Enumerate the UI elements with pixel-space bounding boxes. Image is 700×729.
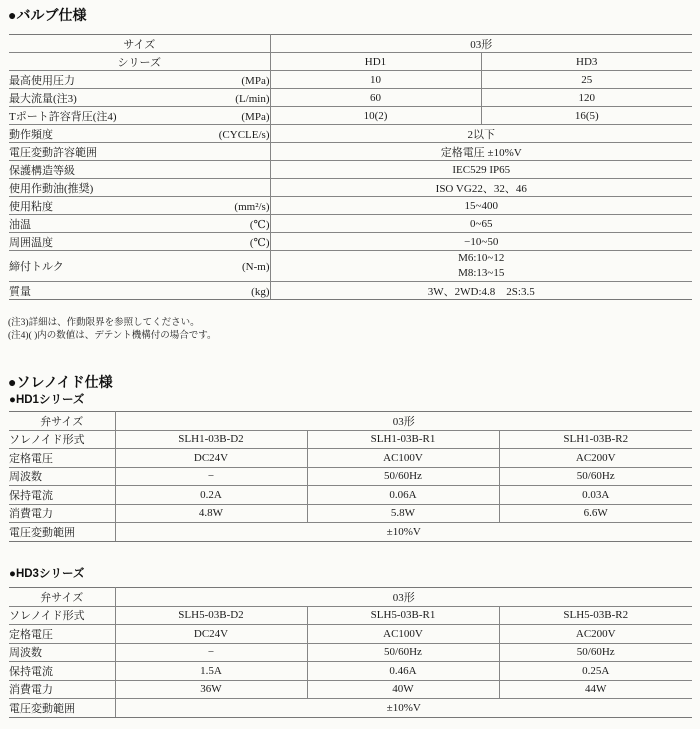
- row-label: 電圧変動許容範囲: [9, 146, 97, 159]
- row-value: HD1: [270, 53, 481, 71]
- row-value: 10(2): [270, 107, 481, 125]
- table-row: [9, 449, 692, 468]
- table-row: [9, 125, 692, 143]
- row-label-cell: [9, 197, 270, 215]
- row-label-cell: [9, 71, 270, 89]
- table-row: [9, 233, 692, 251]
- row-value: AC100V: [307, 449, 499, 468]
- row-label-cell: [9, 251, 270, 282]
- row-value: 03形: [115, 588, 692, 607]
- table-row: [9, 699, 692, 718]
- row-value: SLH5-03B-D2: [115, 606, 307, 625]
- row-label: 保持電流: [9, 662, 115, 681]
- torque-line-1: M6:10~12: [458, 252, 505, 264]
- row-value: 2以下: [270, 125, 692, 143]
- row-value: 40W: [307, 680, 499, 699]
- row-label-cell: [9, 215, 270, 233]
- table-row: [9, 625, 692, 644]
- row-value: 10: [270, 71, 481, 89]
- table-row: [9, 467, 692, 486]
- note-line-3: (注3)詳細は、作動限界を参照してください。: [8, 318, 200, 328]
- row-label: 保持電流: [9, 486, 115, 505]
- row-label: 消費電力: [9, 680, 115, 699]
- row-value: AC200V: [499, 625, 692, 644]
- row-unit: (℃): [249, 218, 270, 231]
- row-value: AC100V: [307, 625, 499, 644]
- row-value: 25: [481, 71, 692, 89]
- row-label-cell: [9, 143, 270, 161]
- row-value: ±10%V: [115, 699, 692, 718]
- table-row: [9, 161, 692, 179]
- row-value: SLH1-03B-R2: [499, 430, 692, 449]
- row-value: −10~50: [270, 233, 692, 251]
- row-label: 電圧変動範囲: [9, 523, 115, 542]
- row-value: AC200V: [499, 449, 692, 468]
- row-value: [270, 251, 692, 282]
- row-label: 定格電圧: [9, 625, 115, 644]
- hd1-series-heading: ●HD1シリーズ: [9, 394, 85, 406]
- row-label-cell: [9, 89, 270, 107]
- valve-spec-table: [9, 34, 692, 300]
- row-label: 周波数: [9, 467, 115, 486]
- row-value: 0.2A: [115, 486, 307, 505]
- row-value: 16(5): [481, 107, 692, 125]
- row-value: ±10%V: [115, 523, 692, 542]
- row-label: サイズ: [9, 35, 270, 53]
- row-label: 最大流量(注3): [9, 92, 77, 105]
- row-label: 電圧変動範囲: [9, 699, 115, 718]
- row-label: 締付トルク: [9, 261, 64, 273]
- row-value: 44W: [499, 680, 692, 699]
- row-value: 120: [481, 89, 692, 107]
- row-label-cell: [9, 282, 270, 300]
- row-value: 0.06A: [307, 486, 499, 505]
- table-row: [9, 53, 692, 71]
- hd3-spec-table: [9, 587, 692, 718]
- row-value: −: [115, 643, 307, 662]
- row-unit: (MPa): [241, 110, 270, 123]
- row-value: 60: [270, 89, 481, 107]
- table-row: [9, 504, 692, 523]
- row-value: 1.5A: [115, 662, 307, 681]
- row-label: 油温: [9, 218, 31, 231]
- row-label: ソレノイド形式: [9, 430, 115, 449]
- row-unit: (L/min): [235, 92, 270, 105]
- row-value: SLH5-03B-R1: [307, 606, 499, 625]
- row-unit: (℃): [249, 236, 270, 249]
- row-value: DC24V: [115, 449, 307, 468]
- row-value: 50/60Hz: [307, 467, 499, 486]
- row-label: 弁サイズ: [9, 412, 115, 431]
- hd3-series-heading: ●HD3シリーズ: [9, 568, 85, 580]
- row-value: 6.6W: [499, 504, 692, 523]
- row-label: 使用粘度: [9, 200, 53, 213]
- row-label: 消費電力: [9, 504, 115, 523]
- row-label: 周波数: [9, 643, 115, 662]
- row-value: SLH5-03B-R2: [499, 606, 692, 625]
- row-label-cell: [9, 107, 270, 125]
- row-value: 50/60Hz: [307, 643, 499, 662]
- row-value: 03形: [270, 35, 692, 53]
- row-value: HD3: [481, 53, 692, 71]
- row-label: 最高使用圧力: [9, 74, 75, 87]
- row-unit: (MPa): [241, 74, 270, 87]
- row-value: SLH1-03B-R1: [307, 430, 499, 449]
- row-value: ISO VG22、32、46: [270, 179, 692, 197]
- torque-line-2: M8:13~15: [458, 267, 505, 279]
- row-label-cell: [9, 179, 270, 197]
- table-row: [9, 523, 692, 542]
- row-value: 0.25A: [499, 662, 692, 681]
- row-label: 使用作動油(推奨): [9, 182, 94, 195]
- table-row: [9, 251, 692, 282]
- table-row: [9, 179, 692, 197]
- hd1-spec-table: [9, 411, 692, 542]
- row-label: 質量: [9, 285, 31, 298]
- row-label-cell: [9, 125, 270, 143]
- table-row: [9, 643, 692, 662]
- row-label: Tポート許容背圧(注4): [9, 110, 117, 123]
- row-unit: (N-m): [242, 261, 270, 273]
- row-label-cell: [9, 233, 270, 251]
- row-unit: (kg): [251, 285, 270, 298]
- row-value: 50/60Hz: [499, 467, 692, 486]
- row-label: シリーズ: [9, 53, 270, 71]
- table-row: [9, 486, 692, 505]
- row-value: DC24V: [115, 625, 307, 644]
- table-row: [9, 197, 692, 215]
- valve-spec-heading: ●バルブ仕様: [8, 7, 87, 23]
- table-row: [9, 215, 692, 233]
- row-value: 4.8W: [115, 504, 307, 523]
- table-row: [9, 606, 692, 625]
- valve-notes: [8, 317, 217, 342]
- table-row: [9, 588, 692, 607]
- table-row: [9, 143, 692, 161]
- row-label: 定格電圧: [9, 449, 115, 468]
- solenoid-spec-heading: ●ソレノイド仕様: [8, 374, 113, 390]
- table-row: [9, 107, 692, 125]
- table-row: [9, 430, 692, 449]
- table-row: [9, 662, 692, 681]
- row-value: 0.46A: [307, 662, 499, 681]
- row-value: 03形: [115, 412, 692, 431]
- row-value: IEC529 IP65: [270, 161, 692, 179]
- table-row: [9, 89, 692, 107]
- row-value: 15~400: [270, 197, 692, 215]
- row-value: 5.8W: [307, 504, 499, 523]
- table-row: [9, 282, 692, 300]
- row-label: 弁サイズ: [9, 588, 115, 607]
- row-value: 定格電圧 ±10%V: [270, 143, 692, 161]
- row-value: −: [115, 467, 307, 486]
- row-label-cell: [9, 161, 270, 179]
- row-value: 50/60Hz: [499, 643, 692, 662]
- note-line-4: (注4)( )内の数値は、デテント機構付の場合です。: [8, 330, 217, 341]
- table-row: [9, 71, 692, 89]
- row-label: ソレノイド形式: [9, 606, 115, 625]
- row-value: 36W: [115, 680, 307, 699]
- row-value: 3W、2WD:4.8 2S:3.5: [270, 282, 692, 300]
- row-label: 周囲温度: [9, 236, 53, 249]
- table-row: [9, 680, 692, 699]
- row-value: 0.03A: [499, 486, 692, 505]
- table-row: [9, 412, 692, 431]
- table-row: [9, 35, 692, 53]
- row-label: 動作頻度: [9, 128, 53, 141]
- row-unit: (mm²/s): [234, 200, 270, 213]
- row-label: 保護構造等級: [9, 164, 75, 177]
- row-value: SLH1-03B-D2: [115, 430, 307, 449]
- row-value: 0~65: [270, 215, 692, 233]
- row-unit: (CYCLE/s): [218, 128, 270, 141]
